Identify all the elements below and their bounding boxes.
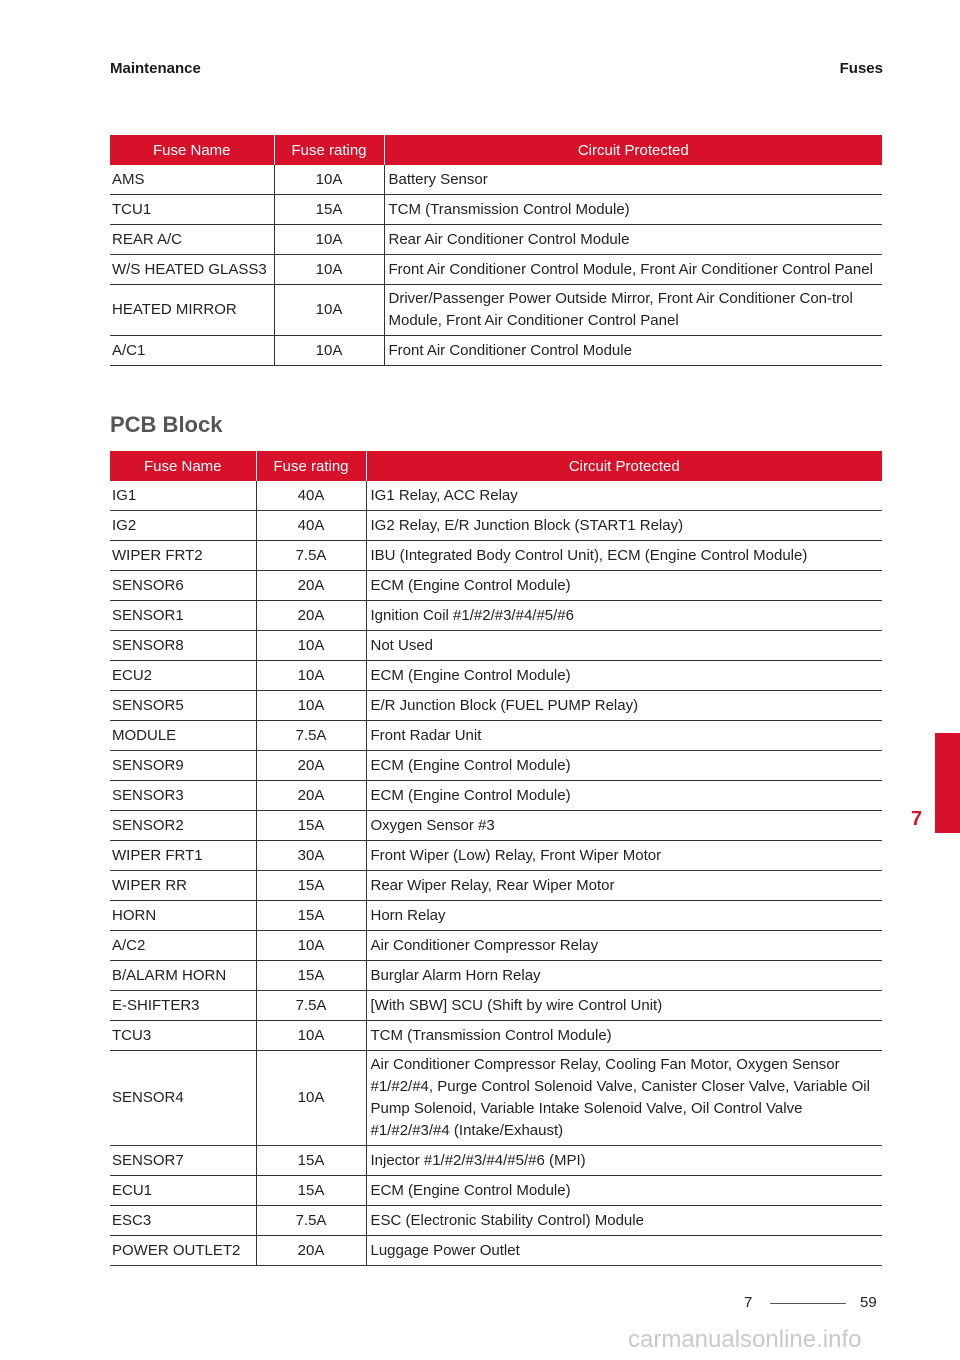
- table-row: [110, 931, 882, 961]
- fuse-name-cell: IG2: [110, 511, 256, 541]
- fuse-rating-cell: 10A: [256, 691, 366, 721]
- circuit-protected-cell: TCM (Transmission Control Module): [366, 1021, 882, 1051]
- header-section: Maintenance: [110, 60, 201, 77]
- fuse-rating-cell: 15A: [256, 811, 366, 841]
- circuit-protected-cell: ECM (Engine Control Module): [366, 571, 882, 601]
- watermark: carmanualsonline.info: [628, 1326, 862, 1353]
- table-row: [110, 165, 882, 195]
- fuse-rating-cell: 40A: [256, 511, 366, 541]
- circuit-protected-cell: Battery Sensor: [384, 165, 882, 195]
- fuse-rating-cell: 40A: [256, 481, 366, 511]
- table-row: [110, 225, 882, 255]
- footer-divider: [770, 1303, 846, 1304]
- circuit-protected-cell: ECM (Engine Control Module): [366, 751, 882, 781]
- table-row: [110, 255, 882, 285]
- table-row: [110, 481, 882, 511]
- fuse-name-cell: ECU1: [110, 1176, 256, 1206]
- circuit-protected-cell: IBU (Integrated Body Control Unit), ECM (Engine Control Module): [366, 541, 882, 571]
- circuit-protected-cell: Burglar Alarm Horn Relay: [366, 961, 882, 991]
- pcb-block-title: PCB Block: [110, 412, 223, 437]
- circuit-protected-cell: IG1 Relay, ACC Relay: [366, 481, 882, 511]
- circuit-protected-cell: Rear Wiper Relay, Rear Wiper Motor: [366, 871, 882, 901]
- table-row: [110, 661, 882, 691]
- fuse-rating-cell: 15A: [256, 1176, 366, 1206]
- circuit-protected-cell: Oxygen Sensor #3: [366, 811, 882, 841]
- circuit-protected-cell: Injector #1/#2/#3/#4/#5/#6 (MPI): [366, 1146, 882, 1176]
- circuit-protected-cell: Front Wiper (Low) Relay, Front Wiper Motor: [366, 841, 882, 871]
- header-topic: Fuses: [839, 60, 883, 77]
- fuse-name-cell: A/C2: [110, 931, 256, 961]
- table-row: [110, 781, 882, 811]
- table-row: [110, 901, 882, 931]
- fuse-name-cell: E-SHIFTER3: [110, 991, 256, 1021]
- circuit-protected-cell: E/R Junction Block (FUEL PUMP Relay): [366, 691, 882, 721]
- fuse-rating-cell: 20A: [256, 571, 366, 601]
- fuse-rating-cell: 15A: [274, 195, 384, 225]
- circuit-protected-cell: Rear Air Conditioner Control Module: [384, 225, 882, 255]
- table-row: [110, 1236, 882, 1266]
- table-row: [110, 631, 882, 661]
- circuit-protected-cell: Front Radar Unit: [366, 721, 882, 751]
- fuse-name-cell: HEATED MIRROR: [110, 285, 274, 336]
- fuse-name-cell: REAR A/C: [110, 225, 274, 255]
- fuse-rating-cell: 10A: [256, 661, 366, 691]
- table-row: [110, 1021, 882, 1051]
- circuit-protected-cell: Front Air Conditioner Control Module, Front Air Conditioner Control Panel: [384, 255, 882, 285]
- circuit-protected-cell: Luggage Power Outlet: [366, 1236, 882, 1266]
- fuse-name-cell: W/S HEATED GLASS3: [110, 255, 274, 285]
- table-row: [110, 721, 882, 751]
- table-row: [110, 511, 882, 541]
- fuse-rating-cell: 20A: [256, 781, 366, 811]
- fuse-name-cell: WIPER RR: [110, 871, 256, 901]
- fuse-rating-cell: 10A: [274, 225, 384, 255]
- fuse-name-cell: SENSOR9: [110, 751, 256, 781]
- fuse-rating-cell: 15A: [256, 871, 366, 901]
- fuse-name-cell: SENSOR5: [110, 691, 256, 721]
- circuit-protected-cell: Ignition Coil #1/#2/#3/#4/#5/#6: [366, 601, 882, 631]
- table-header-row: [110, 451, 882, 481]
- table-row: [110, 691, 882, 721]
- table-row: [110, 336, 882, 366]
- fuse-name-cell: HORN: [110, 901, 256, 931]
- fuse-name-cell: SENSOR3: [110, 781, 256, 811]
- fuse-rating-cell: 30A: [256, 841, 366, 871]
- circuit-protected-cell: IG2 Relay, E/R Junction Block (START1 Relay): [366, 511, 882, 541]
- fuse-table-upper: [110, 135, 882, 366]
- circuit-protected-cell: Driver/Passenger Power Outside Mirror, Front Air Conditioner Con-trol Module, Front Air Conditioner Control Panel: [384, 285, 882, 336]
- table-row: [110, 1146, 882, 1176]
- circuit-protected-cell: Air Conditioner Compressor Relay, Cooling Fan Motor, Oxygen Sensor #1/#2/#4, Purge Control Solenoid Valve, Canister Closer Valve, Variable Oil Pump Solenoid, Variable Intake Solenoid Valve, Oil Control Valve #1/#2/#3/#4 (Intake/Exhaust): [366, 1051, 882, 1146]
- fuse-name-cell: WIPER FRT2: [110, 541, 256, 571]
- col-header-circuit: Circuit Protected: [384, 135, 882, 165]
- table-row: [110, 285, 882, 336]
- chapter-marker: 7: [911, 808, 923, 830]
- table-row: [110, 571, 882, 601]
- fuse-name-cell: TCU1: [110, 195, 274, 225]
- fuse-rating-cell: 15A: [256, 901, 366, 931]
- fuse-name-cell: AMS: [110, 165, 274, 195]
- fuse-rating-cell: 20A: [256, 1236, 366, 1266]
- table-row: [110, 991, 882, 1021]
- circuit-protected-cell: ECM (Engine Control Module): [366, 781, 882, 811]
- footer-page-number: 59: [860, 1294, 877, 1311]
- table-row: [110, 1051, 882, 1146]
- fuse-name-cell: IG1: [110, 481, 256, 511]
- col-header-circuit: Circuit Protected: [366, 451, 882, 481]
- table-row: [110, 811, 882, 841]
- fuse-name-cell: TCU3: [110, 1021, 256, 1051]
- fuse-name-cell: MODULE: [110, 721, 256, 751]
- col-header-fuse-rating: Fuse rating: [256, 451, 366, 481]
- col-header-fuse-name: Fuse Name: [110, 451, 256, 481]
- fuse-rating-cell: 20A: [256, 751, 366, 781]
- table-row: [110, 601, 882, 631]
- fuse-name-cell: SENSOR6: [110, 571, 256, 601]
- fuse-name-cell: SENSOR2: [110, 811, 256, 841]
- fuse-name-cell: WIPER FRT1: [110, 841, 256, 871]
- fuse-rating-cell: 10A: [256, 1051, 366, 1146]
- table-row: [110, 1176, 882, 1206]
- table-header-row: [110, 135, 882, 165]
- table-row: [110, 195, 882, 225]
- fuse-name-cell: POWER OUTLET2: [110, 1236, 256, 1266]
- fuse-table-pcb: [110, 451, 882, 1266]
- col-header-fuse-name: Fuse Name: [110, 135, 274, 165]
- table-row: [110, 871, 882, 901]
- fuse-rating-cell: 10A: [256, 1021, 366, 1051]
- circuit-protected-cell: Air Conditioner Compressor Relay: [366, 931, 882, 961]
- circuit-protected-cell: Not Used: [366, 631, 882, 661]
- fuse-rating-cell: 10A: [274, 285, 384, 336]
- fuse-rating-cell: 20A: [256, 601, 366, 631]
- table-row: [110, 841, 882, 871]
- fuse-name-cell: A/C1: [110, 336, 274, 366]
- circuit-protected-cell: [With SBW] SCU (Shift by wire Control Unit): [366, 991, 882, 1021]
- fuse-name-cell: SENSOR1: [110, 601, 256, 631]
- table-row: [110, 541, 882, 571]
- fuse-name-cell: SENSOR8: [110, 631, 256, 661]
- chapter-side-tab: [935, 733, 960, 833]
- fuse-rating-cell: 10A: [256, 931, 366, 961]
- circuit-protected-cell: ECM (Engine Control Module): [366, 661, 882, 691]
- col-header-fuse-rating: Fuse rating: [274, 135, 384, 165]
- fuse-rating-cell: 7.5A: [256, 991, 366, 1021]
- fuse-rating-cell: 10A: [274, 255, 384, 285]
- fuse-rating-cell: 15A: [256, 1146, 366, 1176]
- fuse-rating-cell: 10A: [256, 631, 366, 661]
- circuit-protected-cell: TCM (Transmission Control Module): [384, 195, 882, 225]
- fuse-rating-cell: 7.5A: [256, 721, 366, 751]
- fuse-rating-cell: 10A: [274, 336, 384, 366]
- fuse-name-cell: SENSOR7: [110, 1146, 256, 1176]
- circuit-protected-cell: ECM (Engine Control Module): [366, 1176, 882, 1206]
- circuit-protected-cell: Front Air Conditioner Control Module: [384, 336, 882, 366]
- fuse-rating-cell: 7.5A: [256, 1206, 366, 1236]
- table-row: [110, 961, 882, 991]
- circuit-protected-cell: Horn Relay: [366, 901, 882, 931]
- fuse-rating-cell: 7.5A: [256, 541, 366, 571]
- fuse-rating-cell: 10A: [274, 165, 384, 195]
- fuse-name-cell: SENSOR4: [110, 1051, 256, 1146]
- table-row: [110, 1206, 882, 1236]
- fuse-name-cell: ECU2: [110, 661, 256, 691]
- table-row: [110, 751, 882, 781]
- footer-chapter: 7: [744, 1294, 753, 1311]
- fuse-rating-cell: 15A: [256, 961, 366, 991]
- fuse-name-cell: ESC3: [110, 1206, 256, 1236]
- fuse-name-cell: B/ALARM HORN: [110, 961, 256, 991]
- circuit-protected-cell: ESC (Electronic Stability Control) Module: [366, 1206, 882, 1236]
